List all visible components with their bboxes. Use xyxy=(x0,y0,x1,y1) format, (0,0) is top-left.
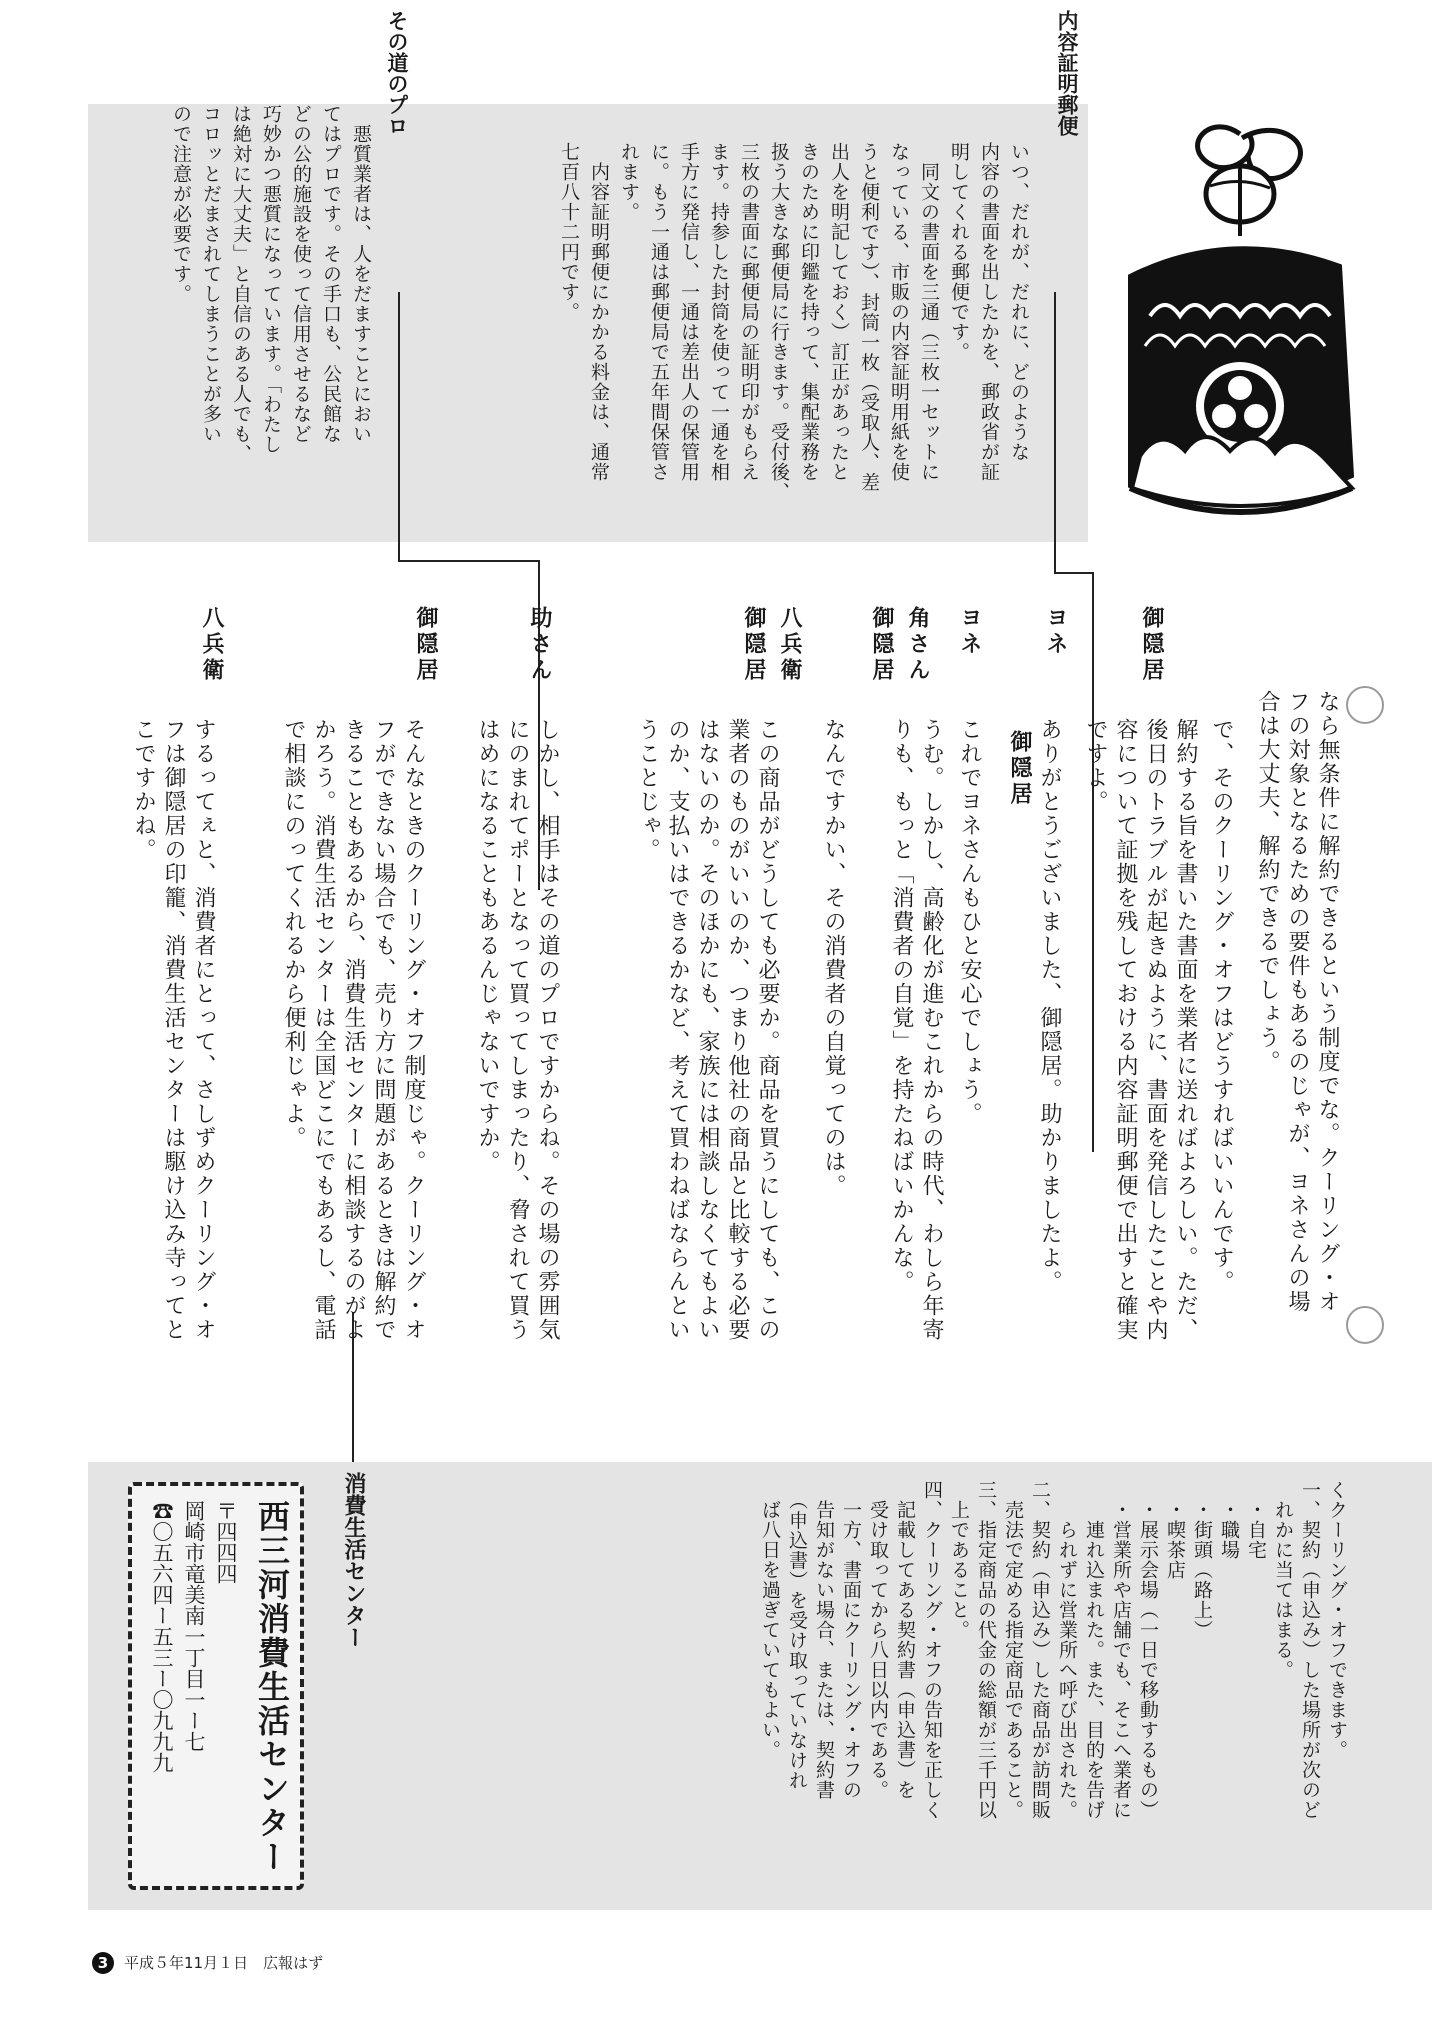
speaker: 御隠居 xyxy=(413,606,438,684)
footer-text: 平成５年11月１日 広報はず xyxy=(124,1954,324,1972)
speech-block: なんですかい、その消費者の自覚ってのは。 xyxy=(821,718,846,1198)
speech-block: この商品がどうしても必要か。商品を買うにしても、この 業者のものがいいのか、つまり他社の商品と比較する必要 はないのか。そのほかにも、家族には相談しなくてもよい のか、支払いはできるかなど、考えて買わねばならんとい うことじゃ。 xyxy=(635,718,780,1342)
center-address: 岡崎市竜美南一丁目一ー七 xyxy=(182,1500,206,1752)
speaker: 御隠居 xyxy=(869,606,894,684)
speaker: 助さん xyxy=(527,606,552,684)
naiyo-shomei-body: いつ、だれが、だれに、どのような 内容の書面を出したかを、郵政省が証 明してくれる郵便です。 同文の書面を三通（三枚一セットに なっている、市販の内容証明用紙を使 うと便利です）、封筒一枚（受取人、差 出人を明記しておく）訂正があったと きのために印鑑を持って、集配業務を 扱う大きな郵便局に行きます。受付後、 三枚の書面に郵便局の証明印がもらえ ます。持参した封筒を使って一通を相 手方に発信し、一通は差出人の保管用 に。もう一通は郵便局で五年間保管さ れます。 内容証明郵便にかかる料金は、通常 七百八十二円です。 xyxy=(558,142,1030,502)
center-name: 西三河消費生活センター xyxy=(253,1500,291,1874)
leader-line xyxy=(398,292,400,562)
sonomichi-heading: その道のプロ xyxy=(385,10,409,136)
center-postal: 〒四四四 xyxy=(214,1500,238,1584)
speaker: 御隠居 xyxy=(741,606,766,684)
speech-block: そんなときのクーリング・オフ制度じゃ。クーリング・オ フができない場合でも、売り方に問題があるときは解約で きることもあるから、消費生活センターに相談するのがよ かろう。消費生活センターは全国どこにでもあるし、電話 で相談にのってくれるから便利じゃよ。 xyxy=(281,718,426,1342)
inro-illustration xyxy=(1090,116,1370,546)
speech-block: で、そのクーリング・オフはどうすればいいんです。 xyxy=(1209,718,1234,1294)
leader-line xyxy=(398,560,540,562)
center-phone: ☎〇五六四ー五三ー〇九九九 xyxy=(150,1500,174,1773)
leader-line xyxy=(1054,292,1056,574)
page-number: 3 xyxy=(92,1952,114,1974)
speaker: 八兵衛 xyxy=(777,606,802,684)
speech-block: しかし、相手はその道のプロですからね。その場の雰囲気 にのまれてポーとなって買ってしまったり、脅されて買う はめになることもあるんじゃないですか。 xyxy=(475,718,560,1342)
leader-line xyxy=(1054,572,1094,574)
speech-block: なら無条件に解約できるという制度でな。クーリング・オ フの対象となるための要件もあるのじゃが、ヨネさんの場 合は大丈夫、解約できるでしょう。 xyxy=(1255,690,1340,1314)
speaker: 八兵衛 xyxy=(199,606,224,684)
naiyo-shomei-heading: 内容証明郵便 xyxy=(1055,10,1079,136)
speech-block: うむ。しかし、高齢化が進むこれからの時代、わしら年寄 りも、もっと「消費者の自覚」を持たねばいかんな。 xyxy=(889,718,944,1342)
cooling-off-conditions: くクーリング・オフできます。 一、契約（申込み）した場所が次のど れかに当てはまる。 ・自宅 ・職場 ・街頭（路上） ・喫茶店 ・展示会場（一日で移動するもの） ・営業所や店舗でも、そこへ業者に 連れ込まれた。また、目的を告げ られずに営業所へ呼び出された。 二、契約（申込み）した商品が訪問販 売法で定める指定商品であること。 三、指定商品の代金の総額が三千円以 上であること。 四、クーリング・オフの告知を正しく 記載してある契約書（申込書）を 受け取ってから八日以内である。 一方、書面にクーリング・オフの 告知がない場合、または、契約書 （申込書）を受け取っていなけれ ば八日を過ぎていてもよい。 xyxy=(759,1480,1348,1820)
speaker: 御隠居 xyxy=(1139,606,1164,684)
speech-block: するってぇと、消費者にとって、さしずめクーリング・オ フは御隠居の印籠、消費生活センターは駆け込み寺ってと こですかね。 xyxy=(131,718,216,1342)
speaker: 御隠居 xyxy=(1007,730,1032,808)
binder-hole xyxy=(1346,1306,1384,1344)
center-label: 消費生活センター xyxy=(341,1472,366,1648)
speaker: ヨネ xyxy=(957,606,982,658)
speaker: 角さん xyxy=(905,606,930,684)
binder-hole xyxy=(1346,686,1384,724)
speech-block: これでヨネさんもひと安心でしょう。 xyxy=(957,718,982,1126)
speech-block: ありがとうございました、御隠居。助かりましたよ。 xyxy=(1037,718,1062,1294)
speaker: ヨネ xyxy=(1043,606,1068,658)
speech-block: 解約する旨を書いた書面を業者に送ればよろしい。ただ、 後日のトラブルが起きぬように、書面を発信したことや内 容について証拠を残しておける内容証明郵便で出すと確実 ですよ。 xyxy=(1083,718,1198,1342)
sonomichi-body: 悪質業者は、人をだますことにおい てはプロです。その手口も、公民館な どの公的施設を使って信用させるなど 巧妙かつ悪質になっています。「わたし は絶対に大丈夫」と自信のある人でも、 コロッとだまされてしまうことが多い ので注意が必要です。 xyxy=(170,104,372,464)
